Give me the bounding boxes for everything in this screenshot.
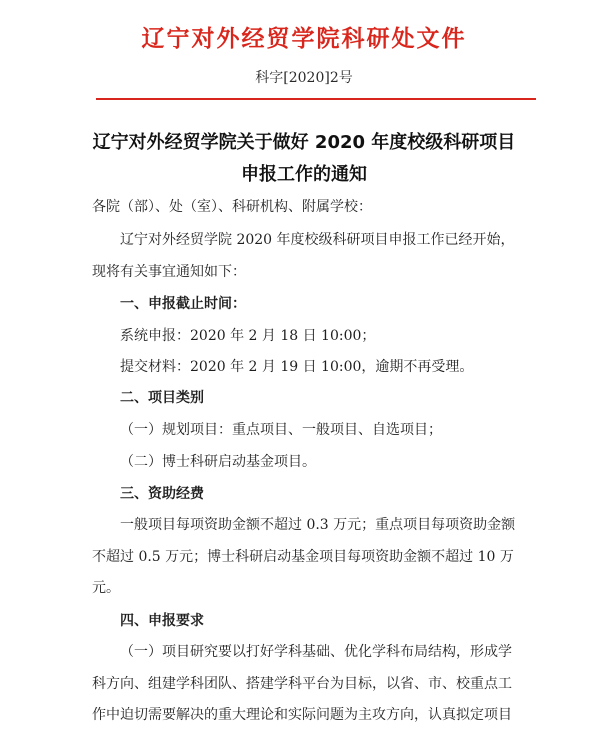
notice-title-line-2: 申报工作的通知 [241,164,367,185]
document-number: 科字[2020]2号 [255,70,353,86]
notice-title-line-1: 辽宁对外经贸学院关于做好 2020 年度校级科研项目 [92,132,516,153]
section-3-line-1: 一般项目每项资助金额不超过 0.3 万元；重点项目每项资助金额 [120,517,516,533]
addressee: 各院（部）、处（室）、科研机构、附属学校： [92,199,372,215]
section-2-item-1: （一）规划项目：重点项目、一般项目、自选项目； [120,422,442,438]
section-1-heading: 一、申报截止时间： [120,296,246,312]
section-4-line-2: 科方向、组建学科团队、搭建学科平台为目标，以省、市、校重点工 [92,676,512,692]
intro-line-2: 现将有关事宜通知如下： [92,264,246,280]
section-1-item-1: 系统申报：2020 年 2 月 18 日 10:00； [120,328,376,344]
section-1-item-2: 提交材料：2020 年 2 月 19 日 10:00，逾期不再受理。 [120,359,474,375]
org-header-title: 辽宁对外经贸学院科研处文件 [141,25,467,52]
section-3-heading: 三、资助经费 [120,486,204,502]
section-3-line-3: 元。 [92,580,120,596]
section-2-heading: 二、项目类别 [120,390,204,406]
section-2-item-2: （二）博士科研启动基金项目。 [120,454,316,470]
section-4-heading: 四、申报要求 [120,613,204,629]
red-divider-line [96,98,536,100]
section-4-line-3: 作中迫切需要解决的重大理论和实际问题为主攻方向，认真拟定项目 [92,707,512,723]
section-4-line-1: （一）项目研究要以打好学科基础、优化学科布局结构，形成学 [120,644,512,660]
section-3-line-2: 不超过 0.5 万元；博士科研启动基金项目每项资助金额不超过 10 万 [92,549,514,565]
intro-line-1: 辽宁对外经贸学院 2020 年度校级科研项目申报工作已经开始， [120,232,515,248]
